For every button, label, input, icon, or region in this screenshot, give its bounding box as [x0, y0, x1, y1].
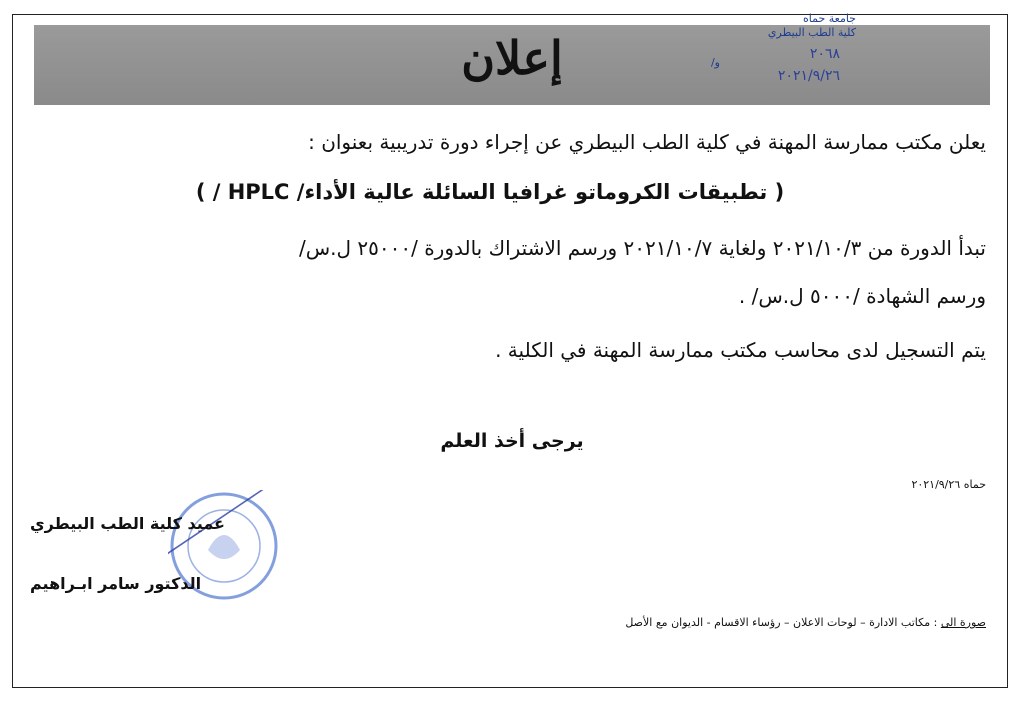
- cc-line: [625, 616, 986, 629]
- page-title: إعلان: [461, 31, 563, 85]
- stamp-university: جامعة حماه: [802, 12, 856, 25]
- registration-text: يتم التسجيل لدى محاسب مكتب ممارسة المهنة في الكلية .: [495, 338, 986, 362]
- notice-text: يرجى أخذ العلم: [440, 430, 584, 452]
- registry-stamp: [694, 8, 870, 88]
- fee-text: ورسم الشهادة /٥٠٠٠ ل.س/ .: [738, 284, 986, 308]
- stamp-faculty: كلية الطب البيطري: [767, 26, 856, 39]
- intro-text: يعلن مكتب ممارسة المهنة في كلية الطب البيطري عن إجراء دورة تدريبية بعنوان :: [308, 130, 986, 154]
- cc-recipients: : مكاتب الادارة – لوحات الاعلان – رؤساء الاقسام - الديوان مع الأصل: [625, 616, 938, 629]
- course-title: ( تطبيقات الكروماتو غرافيا السائلة عالية الأداء/ HPLC / ): [195, 180, 785, 204]
- stamp-date: ٢٠٢١/٩/٢٦: [777, 68, 840, 84]
- dates-text: تبدأ الدورة من ٢٠٢١/١٠/٣ ولغاية ٢٠٢١/١٠/٧ ورسم الاشتراك بالدورة /٢٥٠٠٠ ل.س/: [298, 236, 986, 260]
- document-date: حماه ٢٠٢١/٩/٢٦: [911, 478, 986, 491]
- signatory-name: الدكتور سامر ابـراهيم: [30, 574, 202, 593]
- cc-label: صورة الى: [940, 616, 986, 629]
- signatory-role: عميد كلية الطب البيطري: [30, 514, 225, 533]
- stamp-number: ٢٠٦٨: [809, 46, 840, 62]
- stamp-ref: و/: [710, 56, 720, 69]
